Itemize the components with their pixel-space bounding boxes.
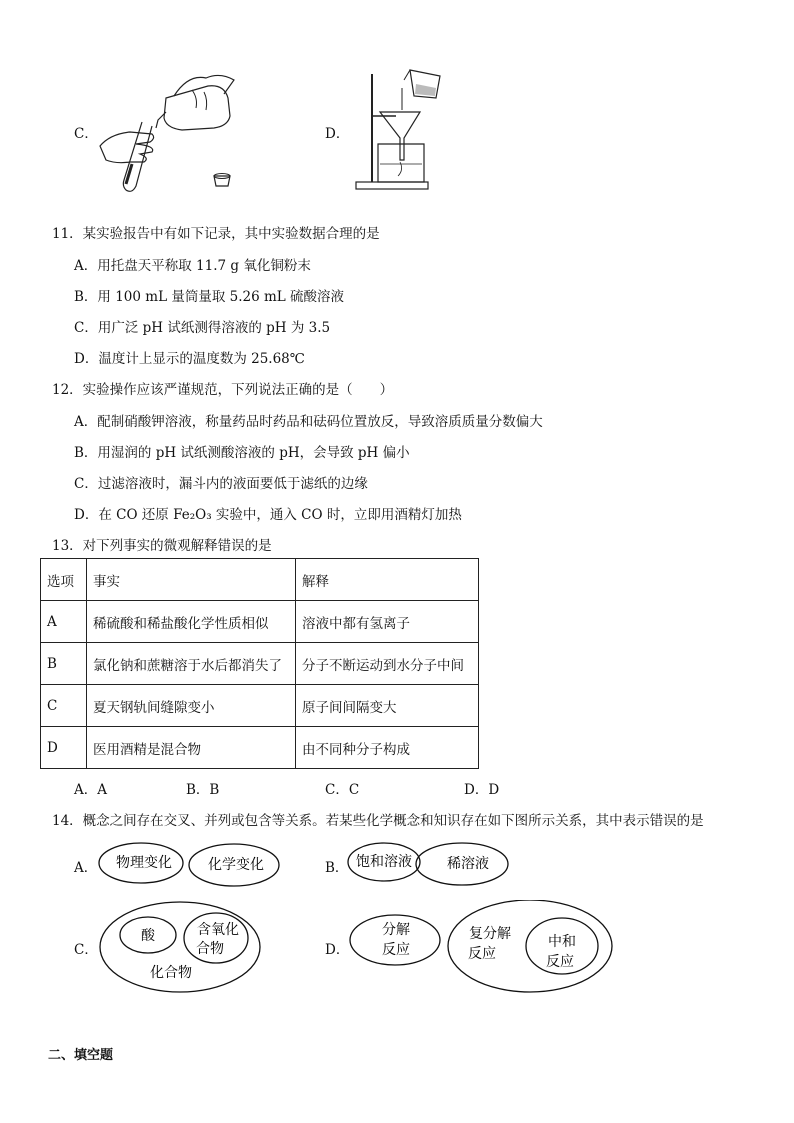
- table-cell: 氯化钠和蔗糖溶于水后都消失了: [87, 643, 296, 685]
- neutralization-text-2: 反应: [546, 954, 574, 970]
- question-12-option-a: A．配制硝酸钾溶液，称量药品时药品和砝码位置放反，导致溶质质量分数偏大: [74, 414, 543, 430]
- question-13-table: [40, 558, 479, 769]
- table-row: [41, 727, 479, 769]
- question-11-option-b: B．用 100 mL 量筒量取 5.26 mL 硫酸溶液: [74, 289, 345, 305]
- question-13-answer-c: C．C: [325, 782, 360, 798]
- chemical-change-text: 化学变化: [208, 857, 264, 873]
- question-11-stem: 11．某实验报告中有如下记录，其中实验数据合理的是: [52, 226, 380, 242]
- question-14-stem: 14．概念之间存在交叉、并列或包含等关系。若某些化学概念和知识存在如下图所示关系，其中表示错误的是: [52, 813, 704, 829]
- question-13-answer-a: A．A: [74, 782, 107, 798]
- table-cell: A: [41, 601, 87, 643]
- table-header-row: [41, 559, 479, 601]
- table-cell: B: [41, 643, 87, 685]
- table-cell: 溶液中都有氢离子: [296, 601, 479, 643]
- diagram-b-label: B．: [325, 860, 349, 876]
- oxygen-compound-text-2: 合物: [196, 941, 224, 957]
- oxygen-compound-text-1: 含氧化: [197, 922, 239, 938]
- table-row: [41, 601, 479, 643]
- diagram-c-label: C．: [74, 942, 98, 958]
- table-header-cell: 选项: [41, 559, 87, 601]
- question-13-stem: 13．对下列事实的微观解释错误的是: [52, 538, 272, 554]
- decomposition-text-2: 反应: [382, 942, 410, 958]
- table-cell: D: [41, 727, 87, 769]
- table-cell: 医用酒精是混合物: [87, 727, 296, 769]
- diagram-b-overlapping-ellipses: [346, 840, 516, 890]
- question-13-answer-d: D．D: [464, 782, 500, 798]
- diagram-d-label: D．: [325, 942, 350, 958]
- double-decomposition-text-2: 反应: [468, 946, 496, 962]
- table-header-cell: 事实: [87, 559, 296, 601]
- dilute-solution-text: 稀溶液: [447, 856, 489, 872]
- question-12-option-c: C．过滤溶液时，漏斗内的液面要低于滤纸的边缘: [74, 476, 368, 492]
- decomposition-text-1: 分解: [382, 922, 410, 938]
- table-row: [41, 685, 479, 727]
- acid-text: 酸: [141, 928, 155, 944]
- pouring-liquid-illustration: [96, 68, 246, 196]
- table-cell: C: [41, 685, 87, 727]
- table-cell: 由不同种分子构成: [296, 727, 479, 769]
- table-cell: 夏天钢轨间缝隙变小: [87, 685, 296, 727]
- neutralization-text-1: 中和: [548, 934, 576, 950]
- table-cell: 稀硫酸和稀盐酸化学性质相似: [87, 601, 296, 643]
- diagram-c-nested-ellipses: [98, 900, 268, 996]
- compound-text: 化合物: [150, 965, 192, 981]
- option-c-label: C．: [74, 126, 98, 142]
- question-12-option-d: D．在 CO 还原 Fe₂O₃ 实验中，通入 CO 时，立即用酒精灯加热: [74, 507, 462, 523]
- diagram-d-reaction-ellipses: [348, 900, 616, 996]
- physical-change-text: 物理变化: [116, 855, 172, 871]
- table-cell: 原子间间隔变大: [296, 685, 479, 727]
- table-cell: 分子不断运动到水分子中间: [296, 643, 479, 685]
- double-decomposition-text-1: 复分解: [469, 926, 511, 942]
- filtration-apparatus-illustration: [352, 66, 452, 194]
- question-11-option-d: D．温度计上显示的温度数为 25.68℃: [74, 351, 305, 367]
- question-12-stem: 12．实验操作应该严谨规范，下列说法正确的是（ ）: [52, 382, 394, 398]
- question-11-option-a: A．用托盘天平称取 11.7 g 氧化铜粉末: [74, 258, 311, 274]
- saturated-solution-text: 饱和溶液: [356, 854, 412, 870]
- diagram-a-separate-ellipses: [96, 840, 286, 890]
- table-header-cell: 解释: [296, 559, 479, 601]
- question-12-option-b: B．用湿润的 pH 试纸测酸溶液的 pH，会导致 pH 偏小: [74, 445, 410, 461]
- diagram-a-label: A．: [74, 860, 98, 876]
- question-11-option-c: C．用广泛 pH 试纸测得溶液的 pH 为 3.5: [74, 320, 331, 336]
- table-row: [41, 643, 479, 685]
- section-2-title: 二、填空题: [48, 1048, 114, 1063]
- option-d-label: D．: [325, 126, 350, 142]
- question-13-answer-b: B．B: [186, 782, 220, 798]
